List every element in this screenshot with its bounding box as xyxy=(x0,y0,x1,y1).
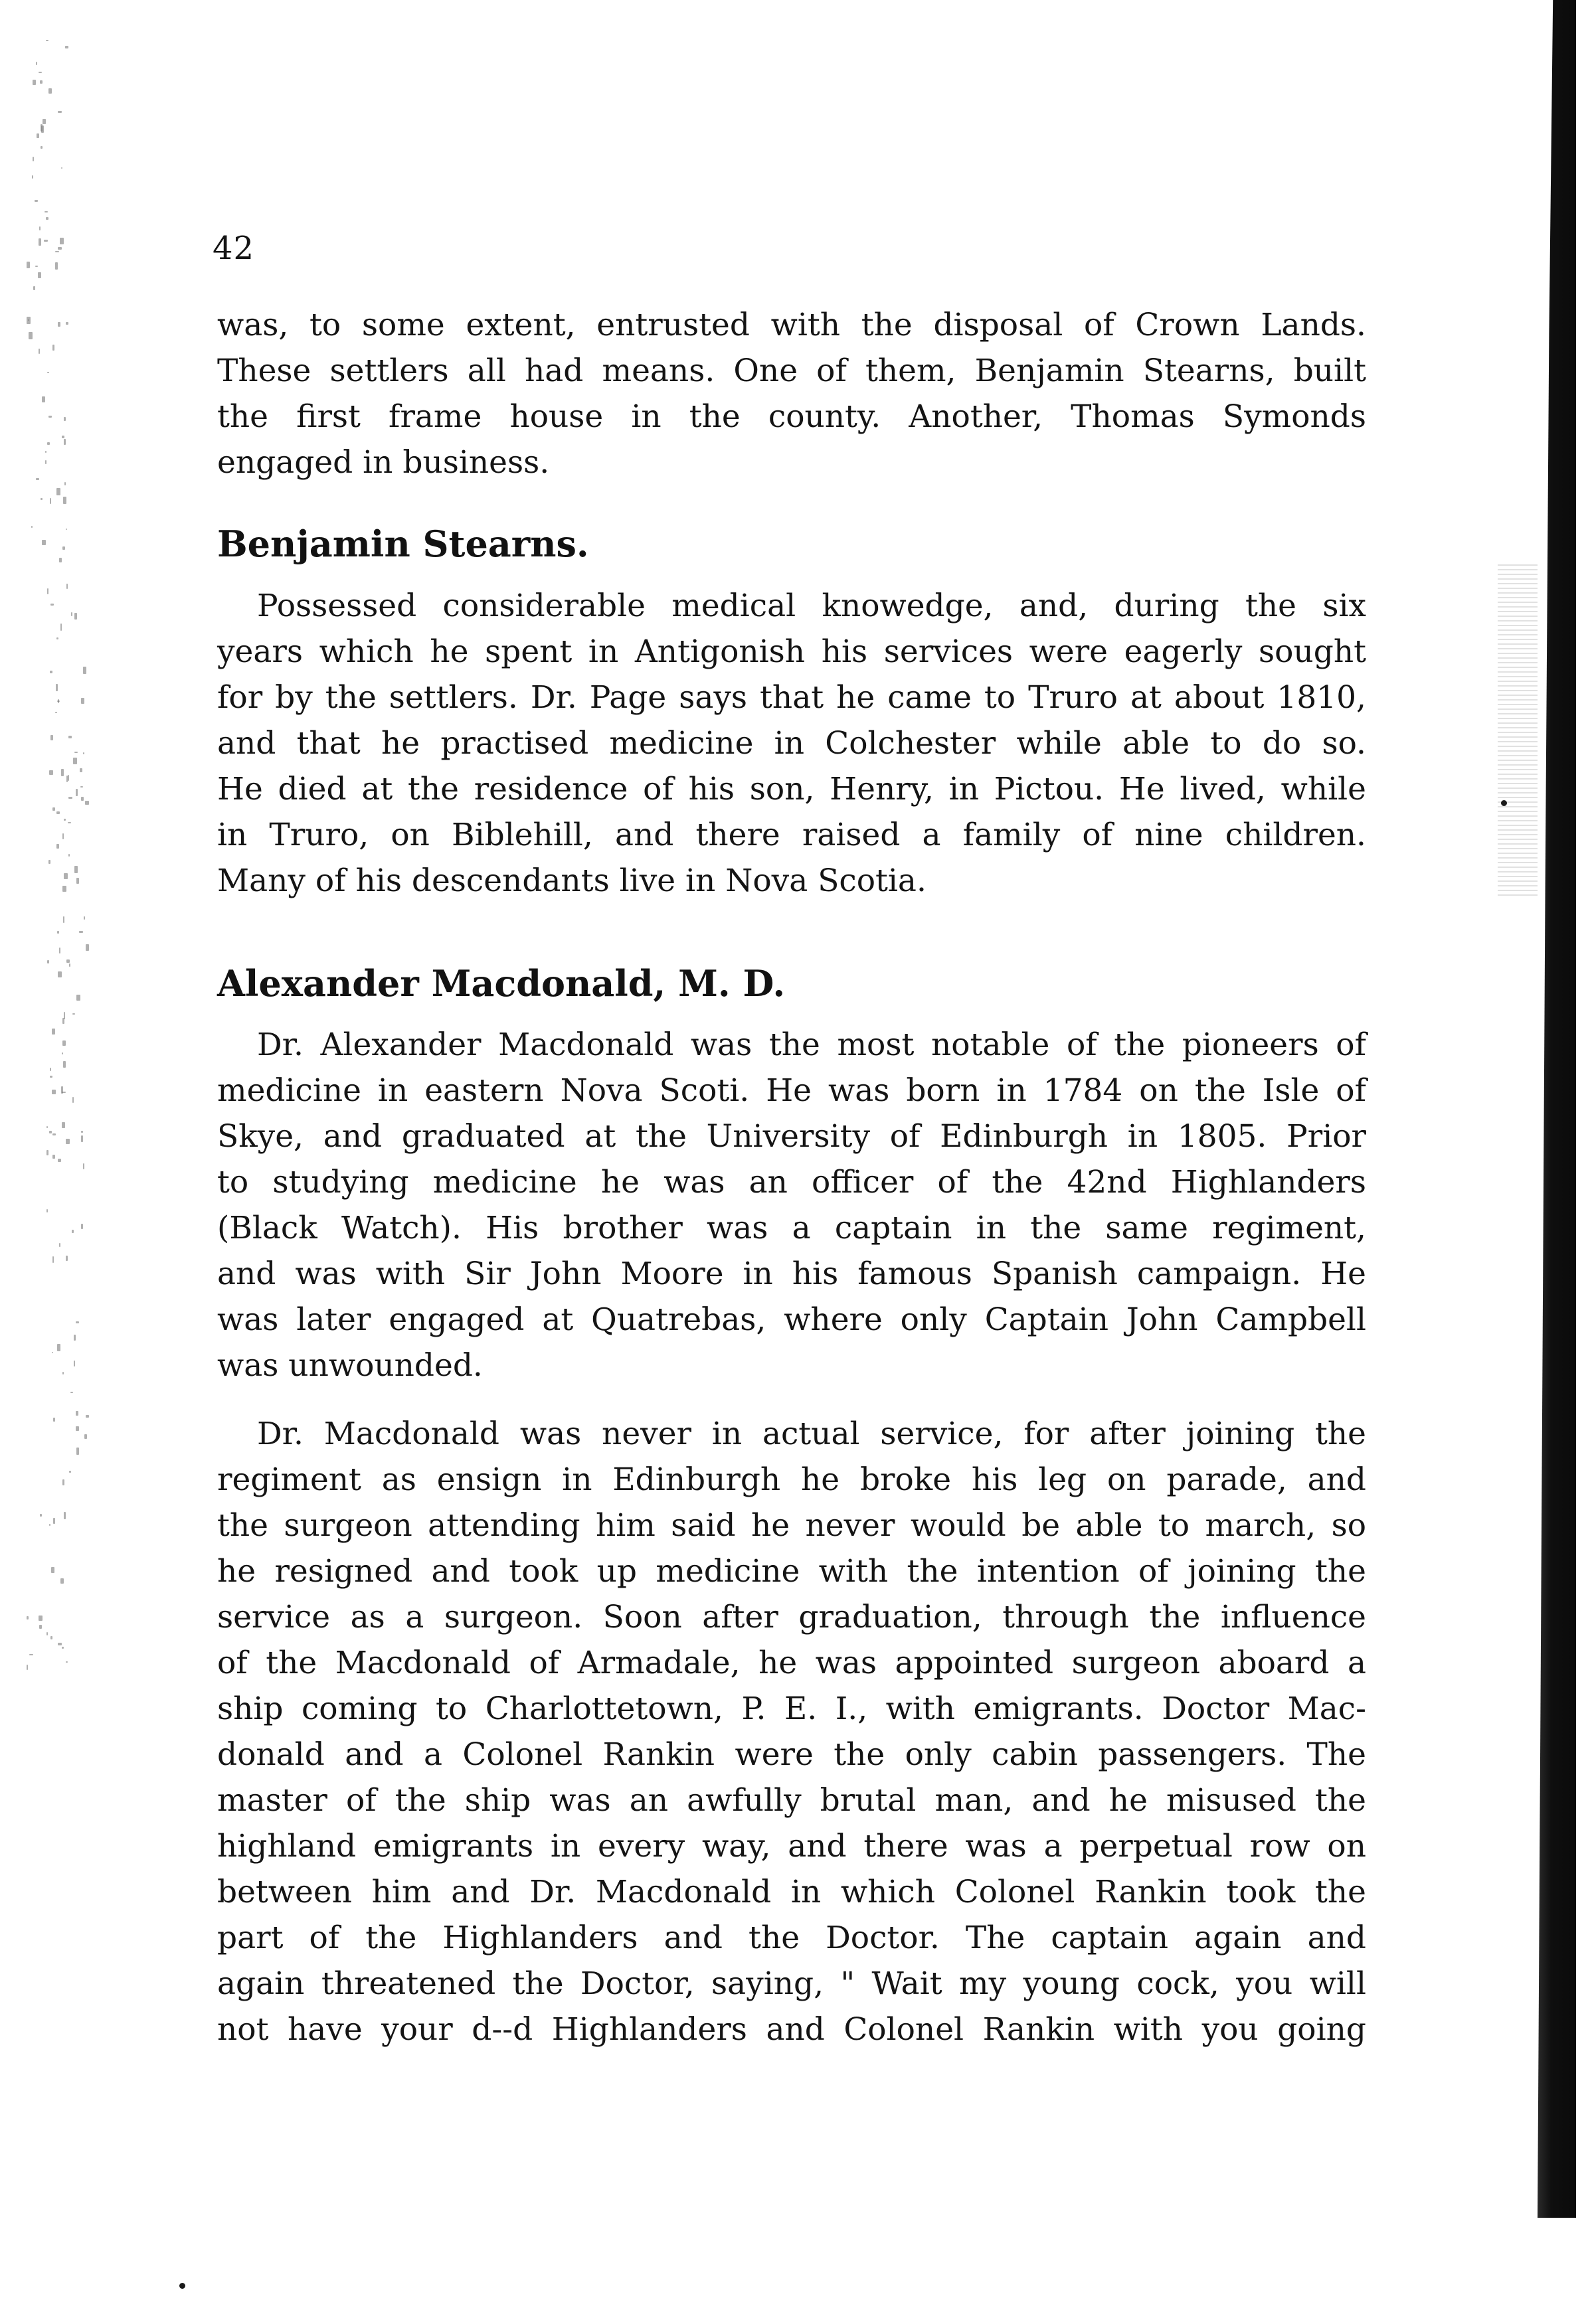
scan-edge-noise xyxy=(1498,564,1538,896)
scan-speck xyxy=(52,1029,55,1035)
scan-speck xyxy=(64,417,66,421)
scan-speck xyxy=(52,1256,54,1263)
scan-speck xyxy=(42,540,46,545)
scan-speck xyxy=(66,1661,68,1663)
text-line: engaged in business. xyxy=(217,444,550,481)
page-number: 42 xyxy=(213,230,255,267)
scan-speck xyxy=(80,768,82,772)
scan-speck xyxy=(40,80,43,84)
scan-speck xyxy=(69,1471,71,1473)
scan-speck xyxy=(29,1654,33,1655)
scan-speck xyxy=(29,332,33,339)
scan-speck xyxy=(58,322,60,327)
scan-speck xyxy=(39,226,41,230)
scan-speck xyxy=(62,436,64,438)
scan-speck xyxy=(53,1418,55,1422)
scan-speck xyxy=(72,1097,74,1103)
text-line: Possessed considerable medical knowedge, and, during the six xyxy=(257,587,1366,624)
scan-speck xyxy=(55,262,58,270)
text-line: to studying medicine he was an officer of the 42nd Highlanders xyxy=(217,1164,1366,1201)
text-line: and that he practised medicine in Colchester while able to do so. xyxy=(217,724,1366,762)
scan-speck xyxy=(62,1018,64,1024)
scan-speck xyxy=(59,1243,60,1247)
scan-speck xyxy=(46,217,48,220)
scan-speck xyxy=(64,819,66,821)
scan-speck xyxy=(83,752,84,754)
scan-speck xyxy=(64,482,66,485)
scan-speck xyxy=(33,157,34,161)
scan-speck xyxy=(66,959,70,963)
scan-speck xyxy=(33,286,35,290)
scan-speck xyxy=(47,372,49,373)
paragraph-alexander-macdonald-2 xyxy=(217,1411,1366,2052)
scan-speck xyxy=(80,786,83,788)
scan-speck xyxy=(62,1052,63,1054)
scan-speck xyxy=(52,1090,56,1094)
scan-speck xyxy=(56,488,60,495)
scan-speck xyxy=(74,1335,76,1341)
scan-speck xyxy=(76,1426,79,1431)
paragraph-benjamin-stearns xyxy=(217,583,1366,904)
scan-speck xyxy=(76,1321,79,1323)
scan-speck xyxy=(72,1013,75,1015)
text-line: part of the Highlanders and the Doctor. The captain again and xyxy=(217,1920,1366,1957)
scan-speck xyxy=(76,1411,78,1416)
scan-speck xyxy=(27,317,31,324)
scan-speck xyxy=(50,498,51,504)
scan-speck xyxy=(52,1352,53,1353)
scan-speck xyxy=(41,124,43,131)
scan-speck xyxy=(64,1012,65,1019)
scan-speck xyxy=(37,133,39,138)
scan-speck xyxy=(50,735,53,740)
scan-speck xyxy=(58,111,62,113)
scan-speck xyxy=(28,319,29,321)
text-line: he resigned and took up medicine with the intention of joining the xyxy=(217,1553,1366,1590)
scan-speck xyxy=(62,1040,66,1046)
scan-speck xyxy=(81,1224,83,1229)
text-line: He died at the residence of his son, Henry, in Pictou. He lived, while xyxy=(217,770,1366,807)
scan-speck xyxy=(47,588,48,594)
scan-speck xyxy=(83,667,86,674)
scan-speck xyxy=(53,1518,55,1524)
scan-speck xyxy=(47,442,50,445)
scan-speck xyxy=(74,1361,75,1367)
scan-speck xyxy=(50,1068,51,1071)
text-line: was unwounded. xyxy=(217,1347,483,1384)
text-line: the surgeon attending him said he never would be able to march, so xyxy=(217,1507,1366,1544)
text-line: service as a surgeon. Soon after graduation, through the influence xyxy=(217,1599,1366,1636)
scan-speck xyxy=(64,1512,66,1519)
page-body xyxy=(217,302,1366,2052)
scan-speck xyxy=(57,931,59,934)
scan-speck xyxy=(50,1636,52,1639)
scan-speck xyxy=(66,1256,68,1261)
scan-speck xyxy=(57,1344,60,1351)
text-line: highland emigrants in every way, and there was a perpetual row on xyxy=(217,1828,1366,1865)
scan-speck xyxy=(61,1086,63,1094)
text-line: Dr. Alexander Macdonald was the most notable of the pioneers of xyxy=(257,1027,1366,1064)
text-line: (Black Watch). His brother was a captain in the same regiment, xyxy=(217,1210,1366,1247)
scan-speck xyxy=(55,251,59,252)
text-line: years which he spent in Antigonish his services were eagerly sought xyxy=(217,633,1366,670)
text-line: again threatened the Doctor, saying, " Wait my young cock, you will xyxy=(217,1965,1366,2003)
scan-speck xyxy=(41,146,43,149)
text-line: These settlers all had means. One of them, Benjamin Stearns, built xyxy=(217,353,1366,389)
scan-speck xyxy=(68,822,71,823)
scan-speck xyxy=(66,584,68,589)
scan-speck xyxy=(56,684,58,691)
scan-speck xyxy=(52,807,55,811)
scan-speck xyxy=(55,712,57,713)
scan-speck xyxy=(66,529,67,530)
text-line: between him and Dr. Macdonald in which Colonel Rankin took the xyxy=(217,1874,1366,1911)
scan-speck xyxy=(74,752,78,753)
scan-speck xyxy=(35,266,38,267)
scan-speck xyxy=(50,671,52,673)
text-line: was, to some extent, entrusted with the disposal of Crown Lands. xyxy=(217,307,1366,343)
scan-speck xyxy=(35,200,38,202)
scan-speck xyxy=(51,1567,54,1573)
paragraph-crown-lands xyxy=(217,302,1366,485)
scan-speck xyxy=(43,119,46,124)
scan-speck xyxy=(31,526,33,528)
scan-speck xyxy=(49,1131,52,1133)
scan-speck xyxy=(63,916,64,923)
scan-speck xyxy=(59,948,60,954)
scan-speck xyxy=(68,797,72,799)
scan-speck xyxy=(49,770,53,775)
scan-speck xyxy=(68,775,69,781)
scan-speck xyxy=(44,211,48,212)
scan-speck xyxy=(62,1647,64,1649)
scan-speck xyxy=(85,801,89,805)
section-heading-benjamin-stearns: Benjamin Stearns. xyxy=(217,523,589,565)
scan-speck xyxy=(69,963,70,967)
scan-speck xyxy=(38,272,41,278)
scan-speck xyxy=(57,701,60,702)
scan-speck xyxy=(60,1578,64,1584)
text-line: master of the ship was an awfully brutal man, and he misused the xyxy=(217,1782,1366,1819)
text-line: for by the settlers. Dr. Page says that he came to Truro at about 1810, xyxy=(217,679,1366,716)
text-line: the first frame house in the county. Another, Thomas Symonds xyxy=(217,398,1366,435)
scan-speck xyxy=(32,175,33,179)
scan-speck xyxy=(44,240,48,242)
scan-speck xyxy=(48,860,50,864)
scan-speck xyxy=(42,396,45,402)
scan-speck xyxy=(62,1092,66,1093)
scan-speck xyxy=(39,349,40,354)
text-line: not have your d--d Highlanders and Colonel Rankin with you going xyxy=(217,2011,1366,2048)
scan-speck xyxy=(71,612,72,616)
scan-speck xyxy=(79,931,83,933)
scan-speck xyxy=(49,1524,50,1526)
scan-speck xyxy=(47,960,49,963)
scan-speck xyxy=(76,1448,79,1455)
scan-speck xyxy=(86,944,89,951)
scan-speck xyxy=(50,604,54,606)
scan-speck xyxy=(179,2283,185,2289)
scan-speck xyxy=(73,758,77,764)
scan-speck xyxy=(81,698,84,704)
scan-speck xyxy=(41,125,44,133)
scan-speck xyxy=(64,873,68,879)
scan-speck xyxy=(56,637,58,639)
scan-speck xyxy=(39,1625,42,1629)
scan-speck xyxy=(68,854,70,857)
scan-speck xyxy=(58,699,59,703)
scan-speck xyxy=(60,238,64,244)
scan-speck xyxy=(61,769,64,776)
scan-speck xyxy=(68,736,72,738)
scan-speck xyxy=(72,1230,74,1233)
scan-speck xyxy=(41,498,43,500)
scan-speck xyxy=(58,1643,62,1645)
scan-speck xyxy=(62,1479,64,1485)
scan-speck xyxy=(39,72,42,73)
text-line: of the Macdonald of Armadale, he was appointed surgeon aboard a xyxy=(217,1645,1366,1682)
text-line: Dr. Macdonald was never in actual service, for after joining the xyxy=(257,1416,1366,1453)
paragraph-alexander-macdonald-1 xyxy=(217,1022,1366,1388)
text-line: ship coming to Charlottetown, P. E. I., with emigrants. Doctor Mac- xyxy=(217,1691,1366,1728)
scan-speck xyxy=(48,88,52,94)
scan-speck xyxy=(46,1126,48,1128)
scan-speck xyxy=(45,460,46,464)
scan-speck xyxy=(36,478,39,480)
scan-speck xyxy=(62,833,64,839)
scan-speck xyxy=(56,844,59,849)
scan-speck xyxy=(46,1150,48,1155)
text-line: regiment as ensign in Edinburgh he broke his leg on parade, and xyxy=(217,1461,1366,1499)
section-heading-alexander-macdonald: Alexander Macdonald, M. D. xyxy=(217,961,786,1005)
scan-speck xyxy=(66,776,68,782)
scan-speck xyxy=(62,546,65,550)
scan-speck xyxy=(64,439,66,445)
scan-speck xyxy=(62,886,66,892)
scan-speck xyxy=(58,971,62,977)
text-line: and was with Sir John Moore in his famous Spanish campaign. He xyxy=(217,1256,1366,1293)
scan-speck xyxy=(56,811,60,814)
text-line: Many of his descendants live in Nova Scotia. xyxy=(217,862,926,899)
text-line: donald and a Colonel Rankin were the only cabin passengers. The xyxy=(217,1736,1366,1774)
text-line: in Truro, on Biblehill, and there raised a family of nine children. xyxy=(217,816,1366,853)
scan-speck xyxy=(74,613,77,620)
scan-speck xyxy=(61,167,62,169)
scan-speck xyxy=(81,1135,83,1142)
text-line: medicine in eastern Nova Scoti. He was born in 1784 on the Isle of xyxy=(217,1072,1366,1110)
scan-speck xyxy=(62,1122,65,1128)
scan-speck xyxy=(76,995,80,1001)
scan-speck xyxy=(70,1392,73,1393)
scan-speck xyxy=(84,1434,87,1439)
scan-speck xyxy=(74,866,78,873)
scan-speck xyxy=(63,1061,66,1068)
scan-binding-shadow xyxy=(1538,0,1576,2218)
scan-speck xyxy=(58,247,62,250)
scan-speck xyxy=(45,451,46,453)
scan-speck xyxy=(62,1372,64,1374)
scan-speck xyxy=(46,1632,48,1635)
scan-speck xyxy=(76,878,79,884)
scan-speck xyxy=(84,916,85,920)
scan-speck xyxy=(58,1159,61,1162)
text-line: was later engaged at Quatrebas, where only Captain John Campbell xyxy=(217,1301,1366,1339)
scan-speck xyxy=(60,623,62,631)
scan-speck xyxy=(27,1665,28,1670)
scan-speck xyxy=(66,322,68,325)
scan-speck xyxy=(52,1133,56,1135)
scan-speck xyxy=(52,345,54,351)
scan-speck xyxy=(48,416,52,418)
scan-speck xyxy=(63,497,66,504)
scan-speck xyxy=(76,789,78,796)
scan-speck xyxy=(27,262,30,268)
scan-speck xyxy=(83,1163,84,1169)
scan-speck xyxy=(36,62,37,65)
scan-speck xyxy=(40,1514,42,1517)
scan-speck xyxy=(27,1616,29,1619)
scan-speck xyxy=(46,40,48,41)
scan-speck xyxy=(46,1209,48,1212)
scan-speck xyxy=(65,46,68,48)
scan-speck xyxy=(50,1076,52,1078)
scan-speck xyxy=(39,1616,43,1621)
scan-speck xyxy=(39,238,41,246)
scan-speck xyxy=(81,797,84,801)
text-line: Skye, and graduated at the University of Edinburgh in 1805. Prior xyxy=(217,1118,1366,1155)
scan-speck xyxy=(1501,800,1507,806)
scan-speck xyxy=(86,1415,89,1418)
scan-speck xyxy=(52,1155,55,1159)
scan-speck xyxy=(59,558,62,562)
scan-speck xyxy=(81,1131,83,1133)
scan-speck xyxy=(66,1139,70,1144)
scan-margin-specks xyxy=(27,40,100,1733)
scan-speck xyxy=(33,80,36,85)
